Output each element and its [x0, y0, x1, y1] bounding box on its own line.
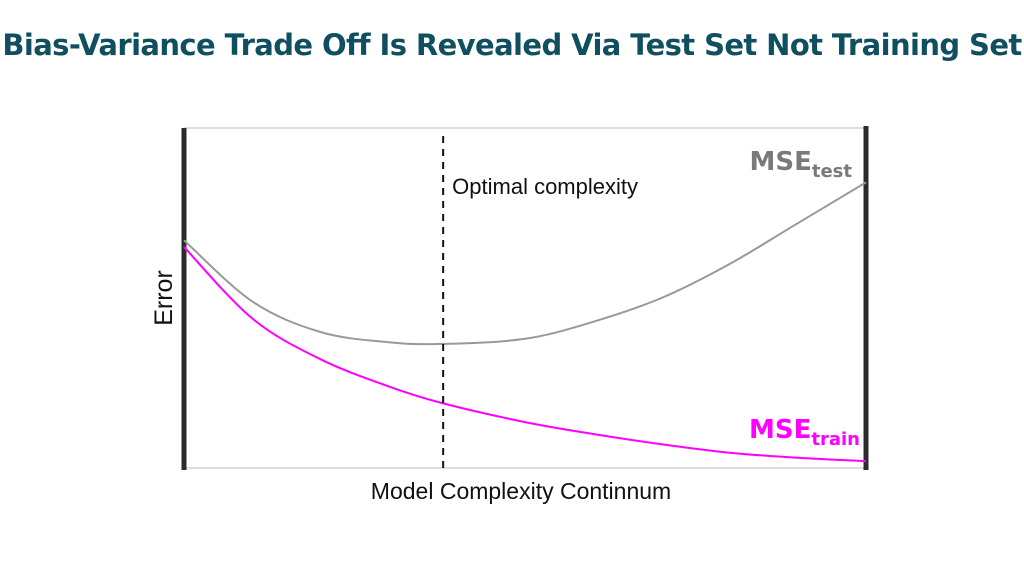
series-line-mse-test	[184, 182, 866, 344]
optimal-complexity-label: Optimal complexity	[452, 174, 639, 199]
annotation-layer	[443, 136, 638, 468]
mse-test-label	[750, 147, 853, 182]
mse-train-label	[749, 415, 860, 450]
y-axis-label: Error	[150, 270, 178, 326]
mse-test-label-sub: test	[811, 161, 852, 182]
mse-train-label-sub: train	[811, 429, 860, 450]
x-axis-label: Model Complexity Continnum	[370, 478, 672, 504]
slide-title: Bias-Variance Trade Off Is Revealed Via Test Set Not Training Set	[2, 28, 1022, 62]
mse-train-label-main: MSE	[749, 415, 812, 445]
mse-test-label-main: MSE	[749, 147, 812, 177]
